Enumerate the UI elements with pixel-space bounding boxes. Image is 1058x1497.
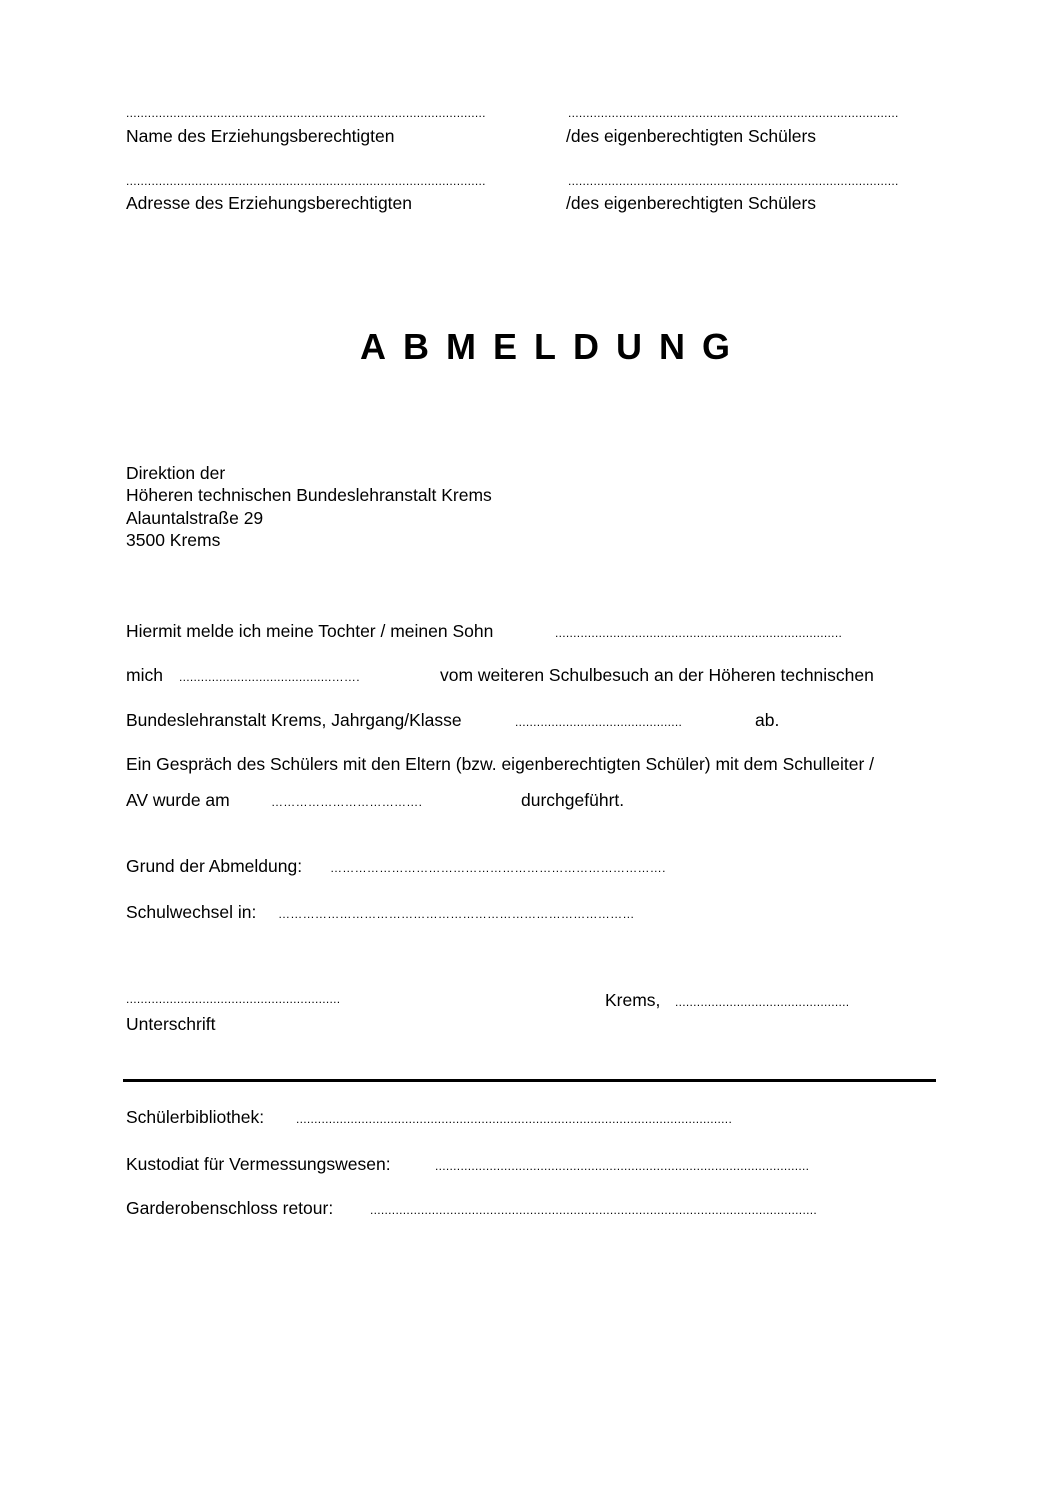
body-line-5-text-a: AV wurde am [126,790,230,810]
signature-line[interactable]: ........................................................... [126,993,341,1005]
reason-label: Grund der Abmeldung: [126,856,303,876]
separator-rule [123,1079,936,1082]
body-line-4-text: Ein Gespräch des Schülers mit den Eltern (bzw. eigenberechtigten Schüler) mit dem Schulleiter / [126,754,874,774]
recipient-line-2: Höheren technischen Bundeslehranstalt Krems [126,485,492,505]
recipient-line-4: 3500 Krems [126,530,221,550]
library-field[interactable]: ........................................................................................................................ [296,1113,733,1125]
student-address-label: /des eigenberechtigten Schülers [566,193,817,213]
place-date-field[interactable]: ................................................ [675,996,850,1008]
recipient-line-1: Direktion der [126,463,226,483]
guardian-name-label: Name des Erziehungsberechtigten [126,126,395,146]
guardian-address-label: Adresse des Erziehungsberechtigten [126,193,413,213]
body-line-2-text-b: vom weiteren Schulbesuch an der Höheren technischen [440,665,874,685]
recipient-line-3: Alauntalstraße 29 [126,508,264,528]
library-label: Schülerbibliothek: [126,1107,265,1127]
survey-custody-label: Kustodiat für Vermessungswesen: [126,1154,391,1174]
body-line-3-text-a: Bundeslehranstalt Krems, Jahrgang/Klasse [126,710,462,730]
guardian-address-line[interactable]: ................................................................................................... [126,175,486,187]
class-field[interactable]: .............................................. [515,716,683,728]
body-line-3-text-b: ab. [755,710,780,730]
meeting-date-field[interactable]: ………………………………. [271,796,423,808]
body-line-1-text: Hiermit melde ich meine Tochter / meinen Sohn [126,621,494,641]
place-label: Krems, [605,990,661,1010]
school-change-field[interactable]: …………………………………………………………………………… [278,908,635,920]
child-name-field[interactable]: ............................................................................... [555,627,843,639]
body-line-5-text-b: durchgeführt. [521,790,625,810]
body-line-2-text-a: mich [126,665,163,685]
student-name-line[interactable]: ........................................................................................... [568,107,899,119]
signature-label: Unterschrift [126,1014,216,1034]
date-field[interactable]: ..........................................……. [179,671,360,683]
school-change-label: Schulwechsel in: [126,902,257,922]
locker-return-field[interactable]: ........................................................................................................................... [370,1204,817,1216]
student-name-label: /des eigenberechtigten Schülers [566,126,817,146]
student-address-line[interactable]: ........................................................................................... [568,175,899,187]
reason-field[interactable]: ………………………………………………………………………. [330,862,666,874]
guardian-name-line[interactable]: ................................................................................................... [126,107,486,119]
locker-return-label: Garderobenschloss retour: [126,1198,334,1218]
document-title: ABMELDUNG [360,326,747,367]
survey-custody-field[interactable]: ....................................................................................................... [435,1160,810,1172]
